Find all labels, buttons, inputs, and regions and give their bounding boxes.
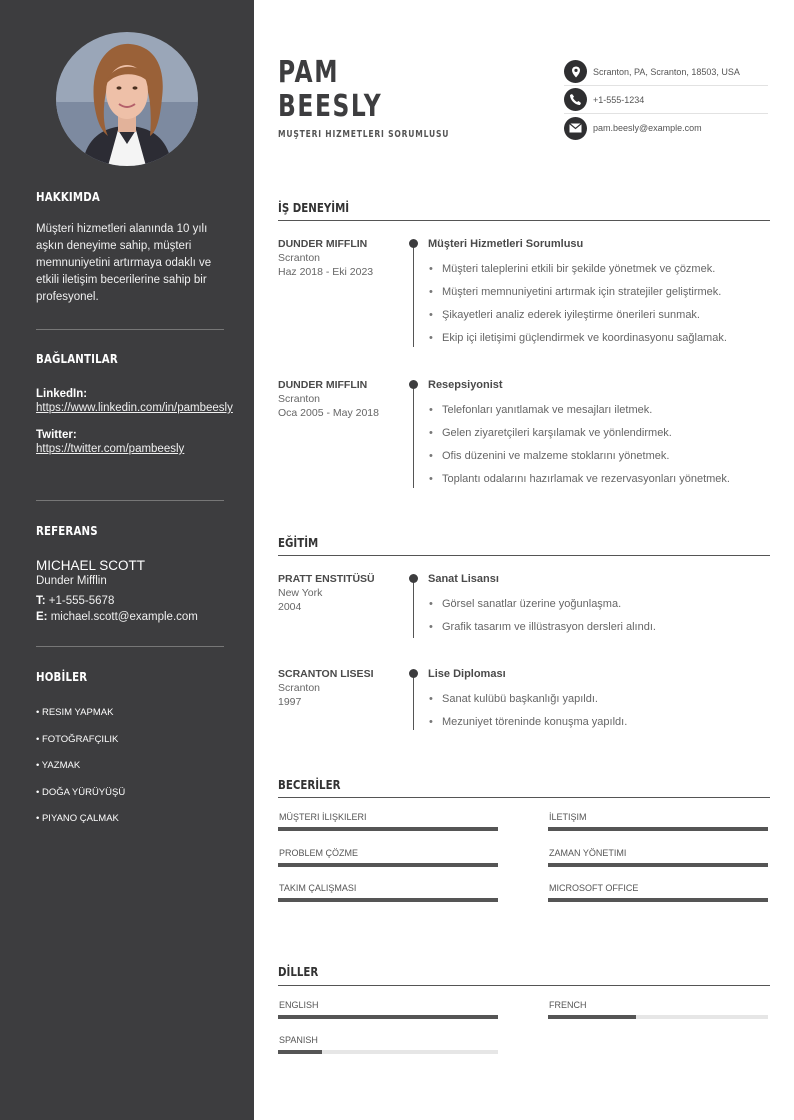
language-bar-fill: [548, 1015, 636, 1019]
timeline-line: [413, 243, 414, 347]
reference-section: [36, 524, 224, 625]
about-text: Müşteri hizmetleri alanında 10 yılı aşkın deneyime sahip, müşteri memnuniyetini artırmaya odaklı ve etkili iletişim becerilerine sahip bir profesyonel.: [36, 223, 212, 303]
hobby-list: [36, 706, 224, 839]
skill-item: [278, 848, 498, 867]
skill-item: [548, 883, 768, 902]
envelope-icon: [564, 117, 587, 140]
school-name: SCRANTON LISESI: [278, 668, 374, 680]
skill-bar: [278, 898, 498, 902]
skill-label: İLETIŞIM: [549, 812, 587, 822]
language-bar: [278, 1015, 498, 1019]
duty-item: • Ofis düzenini ve malzeme stoklarını yönetmek.: [428, 449, 773, 463]
skill-bar: [548, 863, 768, 867]
first-name: PAM: [278, 55, 340, 90]
skill-bar-fill: [548, 827, 768, 831]
education-note: • Sanat kulübü başkanlığı yapıldı.: [428, 692, 773, 706]
duty-item: • Gelen ziyaretçileri karşılamak ve yönlendirmek.: [428, 426, 773, 440]
experience-entry-details: [428, 378, 773, 486]
duty-item: • Toplantı odalarını hazırlamak ve rezervasyonları yönetmek.: [428, 472, 773, 486]
language-label: FRENCH: [549, 1000, 587, 1010]
language-item: [278, 1000, 498, 1019]
sidebar-divider: [36, 646, 224, 647]
degree-title: Sanat Lisansı: [428, 573, 499, 585]
reference-title: REFERANS: [36, 524, 98, 538]
links-section: [36, 352, 233, 457]
school-location: New York: [278, 587, 323, 599]
skill-item: [278, 812, 498, 831]
skill-bar: [278, 863, 498, 867]
reference-email-label: E:: [36, 611, 48, 623]
education-note: • Mezuniyet töreninde konuşma yapıldı.: [428, 715, 773, 729]
degree-title: Lise Diploması: [428, 668, 506, 680]
education-entry-meta: [278, 667, 403, 709]
twitter-url[interactable]: https://twitter.com/pambeesly: [36, 443, 185, 455]
language-bar: [548, 1015, 768, 1019]
sidebar: [0, 0, 254, 1120]
skill-item: [548, 812, 768, 831]
duty-item: • Ekip içi iletişimi güçlendirmek ve koordinasyonu sağlamak.: [428, 331, 773, 345]
education-note: • Grafik tasarım ve illüstrasyon dersleri alındı.: [428, 620, 773, 634]
school-location: Scranton: [278, 682, 321, 694]
job-title: MÜŞTERI HIZMETLERI SORUMLUSU: [278, 129, 450, 140]
timeline-dot: [409, 380, 418, 389]
employment-dates: Oca 2005 - May 2018: [278, 407, 379, 419]
company-location: Scranton: [278, 393, 321, 405]
reference-phone-label: T:: [36, 595, 46, 607]
skill-bar-fill: [278, 863, 498, 867]
language-bar: [278, 1050, 498, 1054]
skill-label: MÜŞTERI İLIŞKILERI: [279, 812, 367, 822]
skill-label: MICROSOFT OFFICE: [549, 883, 639, 893]
duty-item: • Şikayetleri analiz ederek iyileştirme önerileri sunmak.: [428, 308, 773, 322]
company-name: DUNDER MIFFLIN: [278, 379, 368, 391]
education-entry-meta: [278, 572, 403, 614]
linkedin-url[interactable]: https://www.linkedin.com/in/pambeesly: [36, 402, 233, 414]
graduation-year: 2004: [278, 601, 302, 613]
skill-label: TAKIM ÇALIŞMASI: [279, 883, 357, 893]
skill-bar-fill: [548, 898, 768, 902]
hobby-item: • DOĞA YÜRÜYÜŞÜ: [36, 786, 126, 798]
language-item: [278, 1035, 498, 1054]
last-name: BEESLY: [278, 89, 383, 124]
timeline-dot: [409, 574, 418, 583]
reference-company: Dunder Mifflin: [36, 575, 107, 587]
section-rule: [278, 555, 770, 556]
contact-email: [564, 114, 768, 142]
hobby-item: • YAZMAK: [36, 760, 81, 771]
link-linkedin: [36, 388, 233, 416]
education-note: • Görsel sanatlar üzerine yoğunlaşma.: [428, 597, 773, 611]
reference-email-value: michael.scott@example.com: [50, 611, 198, 623]
experience-entry-meta: [278, 378, 403, 420]
reference-email: [36, 609, 224, 625]
links-title: BAĞLANTILAR: [36, 352, 118, 366]
skill-bar-fill: [548, 863, 768, 867]
skill-label: ZAMAN YÖNETIMI: [549, 848, 627, 858]
profile-photo: [56, 32, 198, 166]
timeline-line: [413, 578, 414, 638]
contact-phone: [564, 86, 768, 114]
hobby-item: • FOTOĞRAFÇILIK: [36, 733, 119, 745]
position-title: Resepsiyonist: [428, 379, 503, 391]
candidate-name: [278, 56, 382, 124]
skill-bar: [548, 898, 768, 902]
phone-text: +1-555-1234: [593, 94, 645, 105]
language-item: [548, 1000, 768, 1019]
experience-entry-details: [428, 237, 773, 345]
reference-name: MICHAEL SCOTT: [36, 558, 146, 573]
languages-title: DİLLER: [278, 964, 319, 979]
email-text[interactable]: pam.beesly@example.com: [593, 123, 702, 133]
graduation-year: 1997: [278, 696, 302, 708]
skill-label: PROBLEM ÇÖZME: [279, 848, 359, 858]
experience-entry-meta: [278, 237, 403, 279]
hobbies-title: HOBİLER: [36, 670, 88, 684]
experience-title: İŞ DENEYİMİ: [278, 200, 350, 215]
contact-address: [564, 58, 768, 86]
link-twitter: [36, 429, 224, 457]
skill-bar-fill: [278, 827, 498, 831]
language-bar-fill: [278, 1050, 322, 1054]
school-name: PRATT ENSTITÜSÜ: [278, 573, 375, 585]
section-rule: [278, 985, 770, 986]
skills-title: BECERİLER: [278, 777, 341, 792]
skill-item: [278, 883, 498, 902]
timeline-line: [413, 673, 414, 730]
section-rule: [278, 220, 770, 221]
duty-item: • Müşteri taleplerini etkili bir şekilde yönetmek ve çözmek.: [428, 262, 773, 276]
section-rule: [278, 797, 770, 798]
sidebar-divider: [36, 500, 224, 501]
company-location: Scranton: [278, 252, 321, 264]
education-entry-details: [428, 572, 773, 634]
address-text: Scranton, PA, Scranton, 18503, USA: [593, 66, 740, 77]
duty-item: • Telefonları yanıtlamak ve mesajları iletmek.: [428, 403, 773, 417]
timeline-dot: [409, 239, 418, 248]
skill-item: [548, 848, 768, 867]
about-section: [36, 190, 224, 306]
skill-bar: [548, 827, 768, 831]
twitter-label: Twitter:: [36, 429, 77, 441]
timeline-dot: [409, 669, 418, 678]
hobby-item: • PIYANO ÇALMAK: [36, 813, 119, 824]
skill-bar: [278, 827, 498, 831]
linkedin-label: LinkedIn:: [36, 388, 88, 400]
language-label: ENGLISH: [279, 1000, 319, 1010]
about-title: HAKKIMDA: [36, 190, 100, 204]
hobbies-section: [36, 670, 224, 839]
reference-phone-value: +1-555-5678: [48, 595, 115, 607]
location-pin-icon: [564, 60, 587, 83]
reference-phone: [36, 593, 224, 609]
language-label: SPANISH: [279, 1035, 318, 1045]
phone-icon: [564, 88, 587, 111]
education-entry-details: [428, 667, 773, 729]
language-bar-fill: [278, 1015, 498, 1019]
employment-dates: Haz 2018 - Eki 2023: [278, 266, 374, 278]
duty-item: • Müşteri memnuniyetini artırmak için stratejiler geliştirmek.: [428, 285, 773, 299]
position-title: Müşteri Hizmetleri Sorumlusu: [428, 238, 584, 250]
company-name: DUNDER MIFFLIN: [278, 238, 368, 250]
hobby-item: • RESIM YAPMAK: [36, 707, 114, 718]
education-title: EĞİTİM: [278, 535, 319, 550]
sidebar-divider: [36, 329, 224, 330]
skill-bar-fill: [278, 898, 498, 902]
timeline-line: [413, 384, 414, 488]
